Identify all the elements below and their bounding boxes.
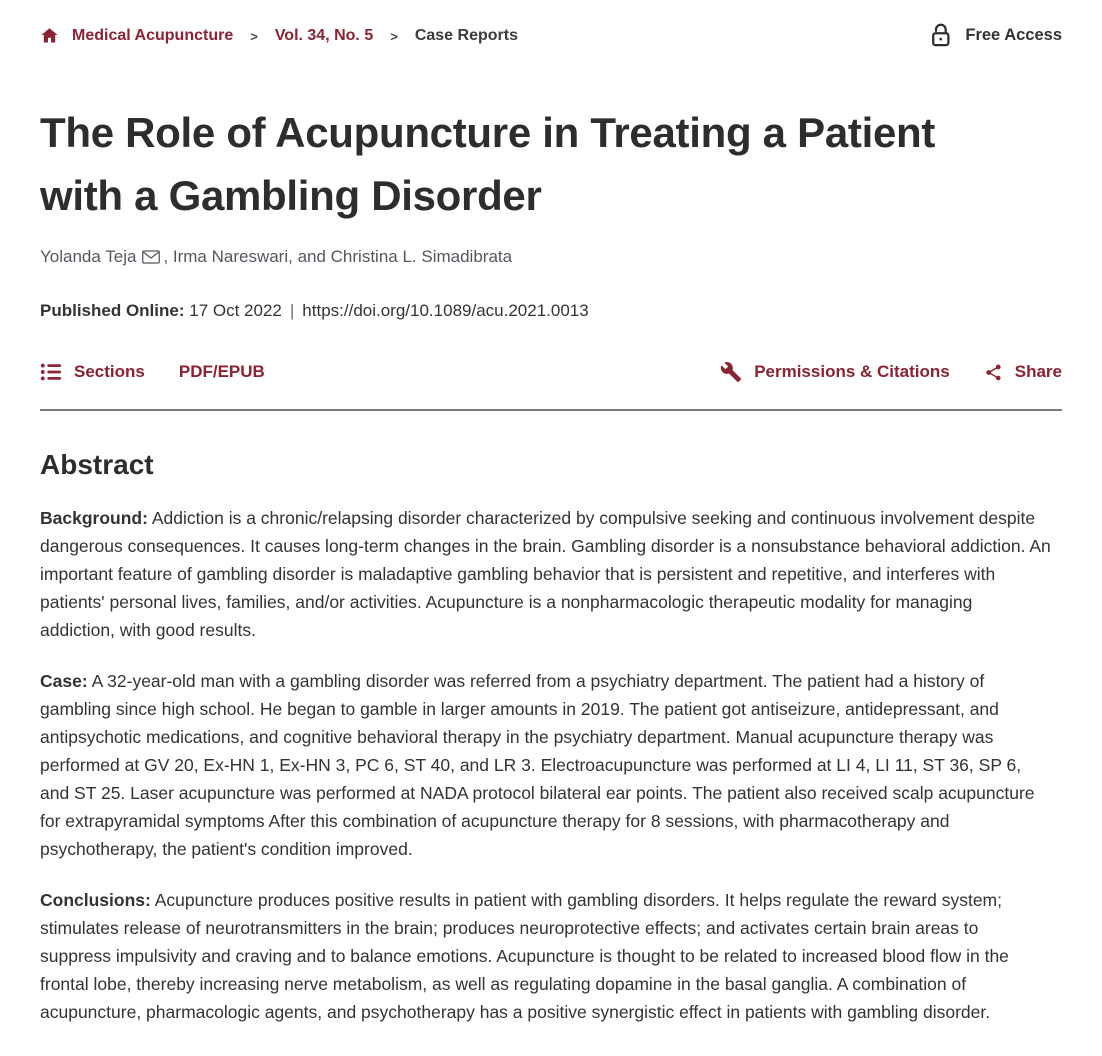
- abstract-paragraph-background: [40, 504, 1052, 644]
- paragraph-label: Conclusions:: [40, 890, 151, 910]
- breadcrumb-separator: >: [250, 29, 258, 44]
- sections-list-icon: [40, 361, 62, 383]
- open-padlock-icon: [927, 22, 954, 49]
- wrench-icon: [720, 361, 742, 383]
- share-label: Share: [1014, 362, 1062, 381]
- toolbar-left-group: [40, 361, 265, 383]
- article-title: The Role of Acupuncture in Treating a Patient with a Gambling Disorder: [40, 109, 936, 219]
- author-name: Yolanda Teja: [40, 247, 137, 266]
- doi-link[interactable]: https://doi.org/10.1089/acu.2021.0013: [302, 301, 589, 320]
- home-icon[interactable]: [40, 26, 59, 45]
- published-label: Published Online:: [40, 301, 185, 320]
- paragraph-text: Acupuncture produces positive results in patient with gambling disorders. It helps regulate the reward system; stimulates release of neurotransmitters in the brain; produces neuroprotective effects; and activates certain brain areas to suppress impulsivity and craving and to balance emotions. Acupuncture is thought to be related to increased blood flow in the frontal lobe, thereby increasing nerve metabolism, as well as regulating dopamine in the basal ganglia. A combination of acupuncture, pharmacologic agents, and psychotherapy has a positive synergistic effect in patients with gambling disorder.: [40, 890, 1009, 1022]
- share-button[interactable]: [984, 362, 1062, 382]
- sections-button[interactable]: [40, 361, 145, 383]
- author-names-rest: , Irma Nareswari, and Christina L. Simadibrata: [163, 247, 513, 266]
- published-line: [40, 301, 1062, 321]
- paragraph-text: A 32-year-old man with a gambling disorder was referred from a psychiatry department. The patient had a history of gambling since high school. He began to gamble in larger amounts in 2019. The patient got antiseizure, antidepressant, and antipsychotic medications, and cognitive behavioral therapy in the psychiatry department. Manual acupuncture therapy was performed at GV 20, Ex-HN 1, Ex-HN 3, PC 6, ST 40, and LR 3. Electroacupuncture was performed at LI 4, LI 11, ST 36, SP 6, and ST 25. Laser acupuncture was performed at NADA protocol bilateral ear points. The patient also received scalp acupuncture for extrapyramidal symptoms After this combination of acupuncture therapy for 8 sessions, with pharmacotherapy and psychotherapy, the patient's condition improved.: [40, 671, 1035, 859]
- abstract-paragraph-case: [40, 667, 1052, 863]
- breadcrumb-journal-link[interactable]: Medical Acupuncture: [72, 26, 234, 44]
- breadcrumb: [40, 26, 518, 45]
- permissions-citations-button[interactable]: [720, 361, 950, 383]
- toolbar-divider: [40, 409, 1062, 411]
- breadcrumb-issue-link[interactable]: Vol. 34, No. 5: [274, 26, 374, 44]
- free-access-label: Free Access: [965, 26, 1062, 44]
- pdf-epub-button[interactable]: [179, 362, 265, 382]
- article-toolbar: [40, 361, 1062, 383]
- published-separator: |: [289, 301, 295, 320]
- abstract-paragraph-conclusions: [40, 886, 1052, 1026]
- pdf-epub-label: PDF/EPUB: [178, 362, 265, 381]
- breadcrumb-current-section: Case Reports: [414, 26, 518, 44]
- paragraph-label: Background:: [40, 508, 148, 528]
- top-bar: [40, 22, 1062, 49]
- breadcrumb-separator: >: [390, 29, 398, 44]
- paragraph-text: Addiction is a chronic/relapsing disorder characterized by compulsive seeking and continuous involvement despite dangerous consequences. It causes long-term changes in the brain. Gambling disorder is a nonsubstance behavioral addiction. An important feature of gambling disorder is maladaptive gambling behavior that is persistent and repetitive, and interferes with patients' personal lives, families, and/or activities. Acupuncture is a nonpharmacologic therapeutic modality for managing addiction, with good results.: [40, 508, 1051, 640]
- toolbar-right-group: [720, 361, 1062, 383]
- authors-line: [40, 247, 1062, 267]
- free-access-badge: [927, 22, 1062, 49]
- paragraph-label: Case:: [40, 671, 88, 691]
- email-envelope-icon[interactable]: [142, 250, 160, 264]
- published-date: 17 Oct 2022: [189, 301, 282, 320]
- abstract-heading: Abstract: [40, 449, 154, 480]
- permissions-citations-label: Permissions & Citations: [754, 362, 950, 381]
- sections-label: Sections: [74, 362, 145, 381]
- share-icon: [984, 363, 1003, 382]
